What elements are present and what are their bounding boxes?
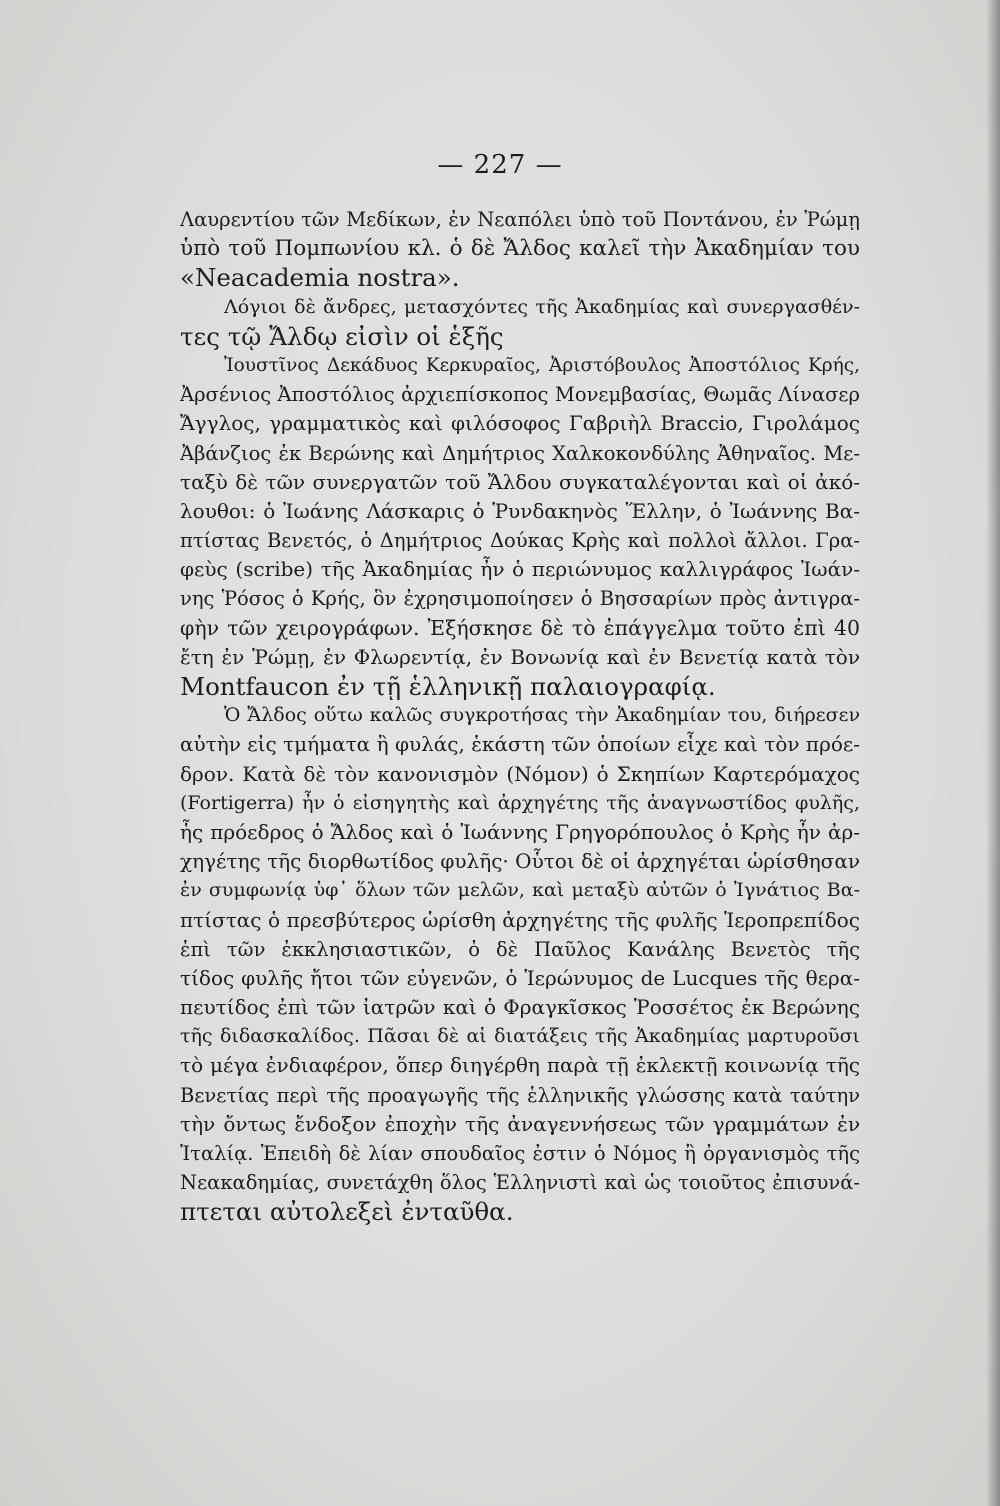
- page-number: — 227 —: [437, 150, 563, 180]
- text-line: πτίστας Βενετός, ὁ Δημήτριος Δούκας Κρὴς καὶ πολλοὶ ἄλλοι. Γρα-: [180, 529, 860, 553]
- body-text: [180, 205, 860, 1227]
- text-line: πτίστας ὁ πρεσβύτερος ὡρίσθη ἀρχηγέτης τῆς φυλῆς Ἱεροπρεπίδος: [180, 907, 860, 932]
- text-line: Ἰταλίᾳ. Ἐπειδὴ δὲ λίαν σπουδαῖος ἐστιν ὁ Νόμος ἢ ὀργανισμὸς τῆς: [180, 1142, 860, 1165]
- text-line: Ἀβάνζιος ἐκ Βερώνης καὶ Δημήτριος Χαλκοκονδύλης Ἀθηναῖος. Με-: [180, 441, 860, 465]
- text-line: Νεακαδημίας, συνετάχθη ὅλος Ἑλληνιστὶ καὶ ὡς τοιοῦτος ἐπισυνά-: [180, 1171, 860, 1195]
- text-line: «Neacademia nostra».: [180, 263, 460, 293]
- page-edge-shadow: [986, 0, 1000, 1506]
- text-line: Montfaucon ἐν τῇ ἑλληνικῇ παλαιογραφίᾳ.: [180, 672, 716, 701]
- text-line: τίδος φυλῆς ἤτοι τῶν εὐγενῶν, ὁ Ἱερώνυμος de Lucques τῆς θερα-: [180, 965, 860, 990]
- text-line: Ἄγγλος, γραμματικὸς καὶ φιλόσοφος Γαβριὴλ Braccio, Γιρολάμος: [180, 411, 860, 436]
- text-line: ἔτη ἐν Ῥώμῃ, ἐν Φλωρεντίᾳ, ἐν Βονωνίᾳ καὶ ἐν Βενετίᾳ κατὰ τὸν: [180, 644, 860, 669]
- text-line: ὑπὸ τοῦ Πομπωνίου κλ. ὁ δὲ Ἄλδος καλεῖ τὴν Ἀκαδημίαν του: [180, 236, 860, 262]
- text-line: τὸ μέγα ἐνδιαφέρον, ὅπερ διηγέρθη παρὰ τῇ ἐκλεκτῇ κοινωνίᾳ τῆς: [180, 1053, 860, 1078]
- text-line: Λαυρεντίου τῶν Μεδίκων, ἐν Νεαπόλει ὑπὸ τοῦ Ποντάνου, ἐν Ῥώμῃ: [180, 208, 860, 231]
- text-line: ταξὺ δὲ τῶν συνεργατῶν τοῦ Ἄλδου συγκαταλέγονται καὶ οἱ ἀκό-: [180, 469, 860, 494]
- text-line: πτεται αὐτολεξεὶ ἐνταῦθα.: [180, 1197, 514, 1227]
- text-line: δρον. Κατὰ δὲ τὸν κανονισμὸν (Νόμον) ὁ Σκηπίων Καρτερόμαχος: [180, 761, 860, 786]
- text-line: τες τῷ Ἄλδῳ εἰσὶν οἱ ἑξῆς: [180, 321, 504, 351]
- text-line: νης Ῥόσος ὁ Κρής, ὃν ἐχρησιμοποίησεν ὁ Βησσαρίων πρὸς ἀντιγρα-: [180, 587, 860, 611]
- text-line: φὴν τῶν χειρογράφων. Ἐξήσκησε δὲ τὸ ἐπάγγελμα τοῦτο ἐπὶ 40: [180, 615, 860, 640]
- text-line: φεὺς (scribe) τῆς Ἀκαδημίας ἦν ὁ περιώνυμος καλλιγράφος Ἰωάν-: [180, 557, 860, 582]
- paragraph-start-line: Λόγιοι δὲ ἄνδρες, μετασχόντες τῆς Ἀκαδημίας καὶ συνεργασθέν-: [224, 295, 860, 318]
- text-line: ἐν συμφωνίᾳ ὑφ᾿ ὅλων τῶν μελῶν, καὶ μεταξὺ αὐτῶν ὁ Ἰγνάτιος Βα-: [180, 879, 860, 902]
- paragraph-start-line: Ἰουστῖνος Δεκάδυος Κερκυραῖος, Ἀριστόβουλος Ἀποστόλιος Κρής,: [224, 354, 860, 376]
- text-line: Βενετίας περὶ τῆς προαγωγῆς τῆς ἑλληνικῆς γλώσσης κατὰ ταύτην: [180, 1083, 860, 1107]
- text-line: ἧς πρόεδρος ὁ Ἄλδος καὶ ὁ Ἰωάννης Γρηγορόπουλος ὁ Κρὴς ἦν ἀρ-: [180, 819, 860, 844]
- text-line: Ἀρσένιος Ἀποστόλιος ἀρχιεπίσκοπος Μονεμβασίας, Θωμᾶς Λίνασερ: [180, 383, 860, 407]
- text-line: (Fortigerra) ἦν ὁ εἰσηγητὴς καὶ ἀρχηγέτης τῆς ἀναγνωστίδος φυλῆς,: [180, 791, 860, 814]
- text-line: αὐτὴν εἰς τμήματα ἢ φυλάς, ἑκάστη τῶν ὁποίων εἶχε καὶ τὸν πρόε-: [180, 732, 860, 757]
- text-line: πευτίδος ἐπὶ τῶν ἰατρῶν καὶ ὁ Φραγκῖσκος Ῥοσσέτος ἐκ Βερώνης: [180, 995, 860, 1020]
- text-line: τῆς διδασκαλίδος. Πᾶσαι δὲ αἱ διατάξεις τῆς Ἀκαδημίας μαρτυροῦσι: [180, 1025, 860, 1048]
- text-line: λουθοι: ὁ Ἰωάνης Λάσκαρις ὁ Ῥυνδακηνὸς Ἕλλην, ὁ Ἰωάννης Βα-: [180, 498, 860, 523]
- text-line: ἐπὶ τῶν ἐκκλησιαστικῶν, ὁ δὲ Παῦλος Κανάλης Βενετὸς τῆς: [180, 937, 860, 961]
- text-line: χηγέτης τῆς διορθωτίδος φυλῆς· Οὗτοι δὲ οἱ ἀρχηγέται ὡρίσθησαν: [180, 849, 860, 874]
- text-line: τὴν ὄντως ἔνδοξον ἐποχὴν τῆς ἀναγεννήσεως τῶν γραμμάτων ἐν: [180, 1111, 860, 1136]
- paragraph-start-line: Ὁ Ἄλδος οὕτω καλῶς συγκροτήσας τὴν Ἀκαδημίαν του, διήρεσεν: [224, 704, 860, 727]
